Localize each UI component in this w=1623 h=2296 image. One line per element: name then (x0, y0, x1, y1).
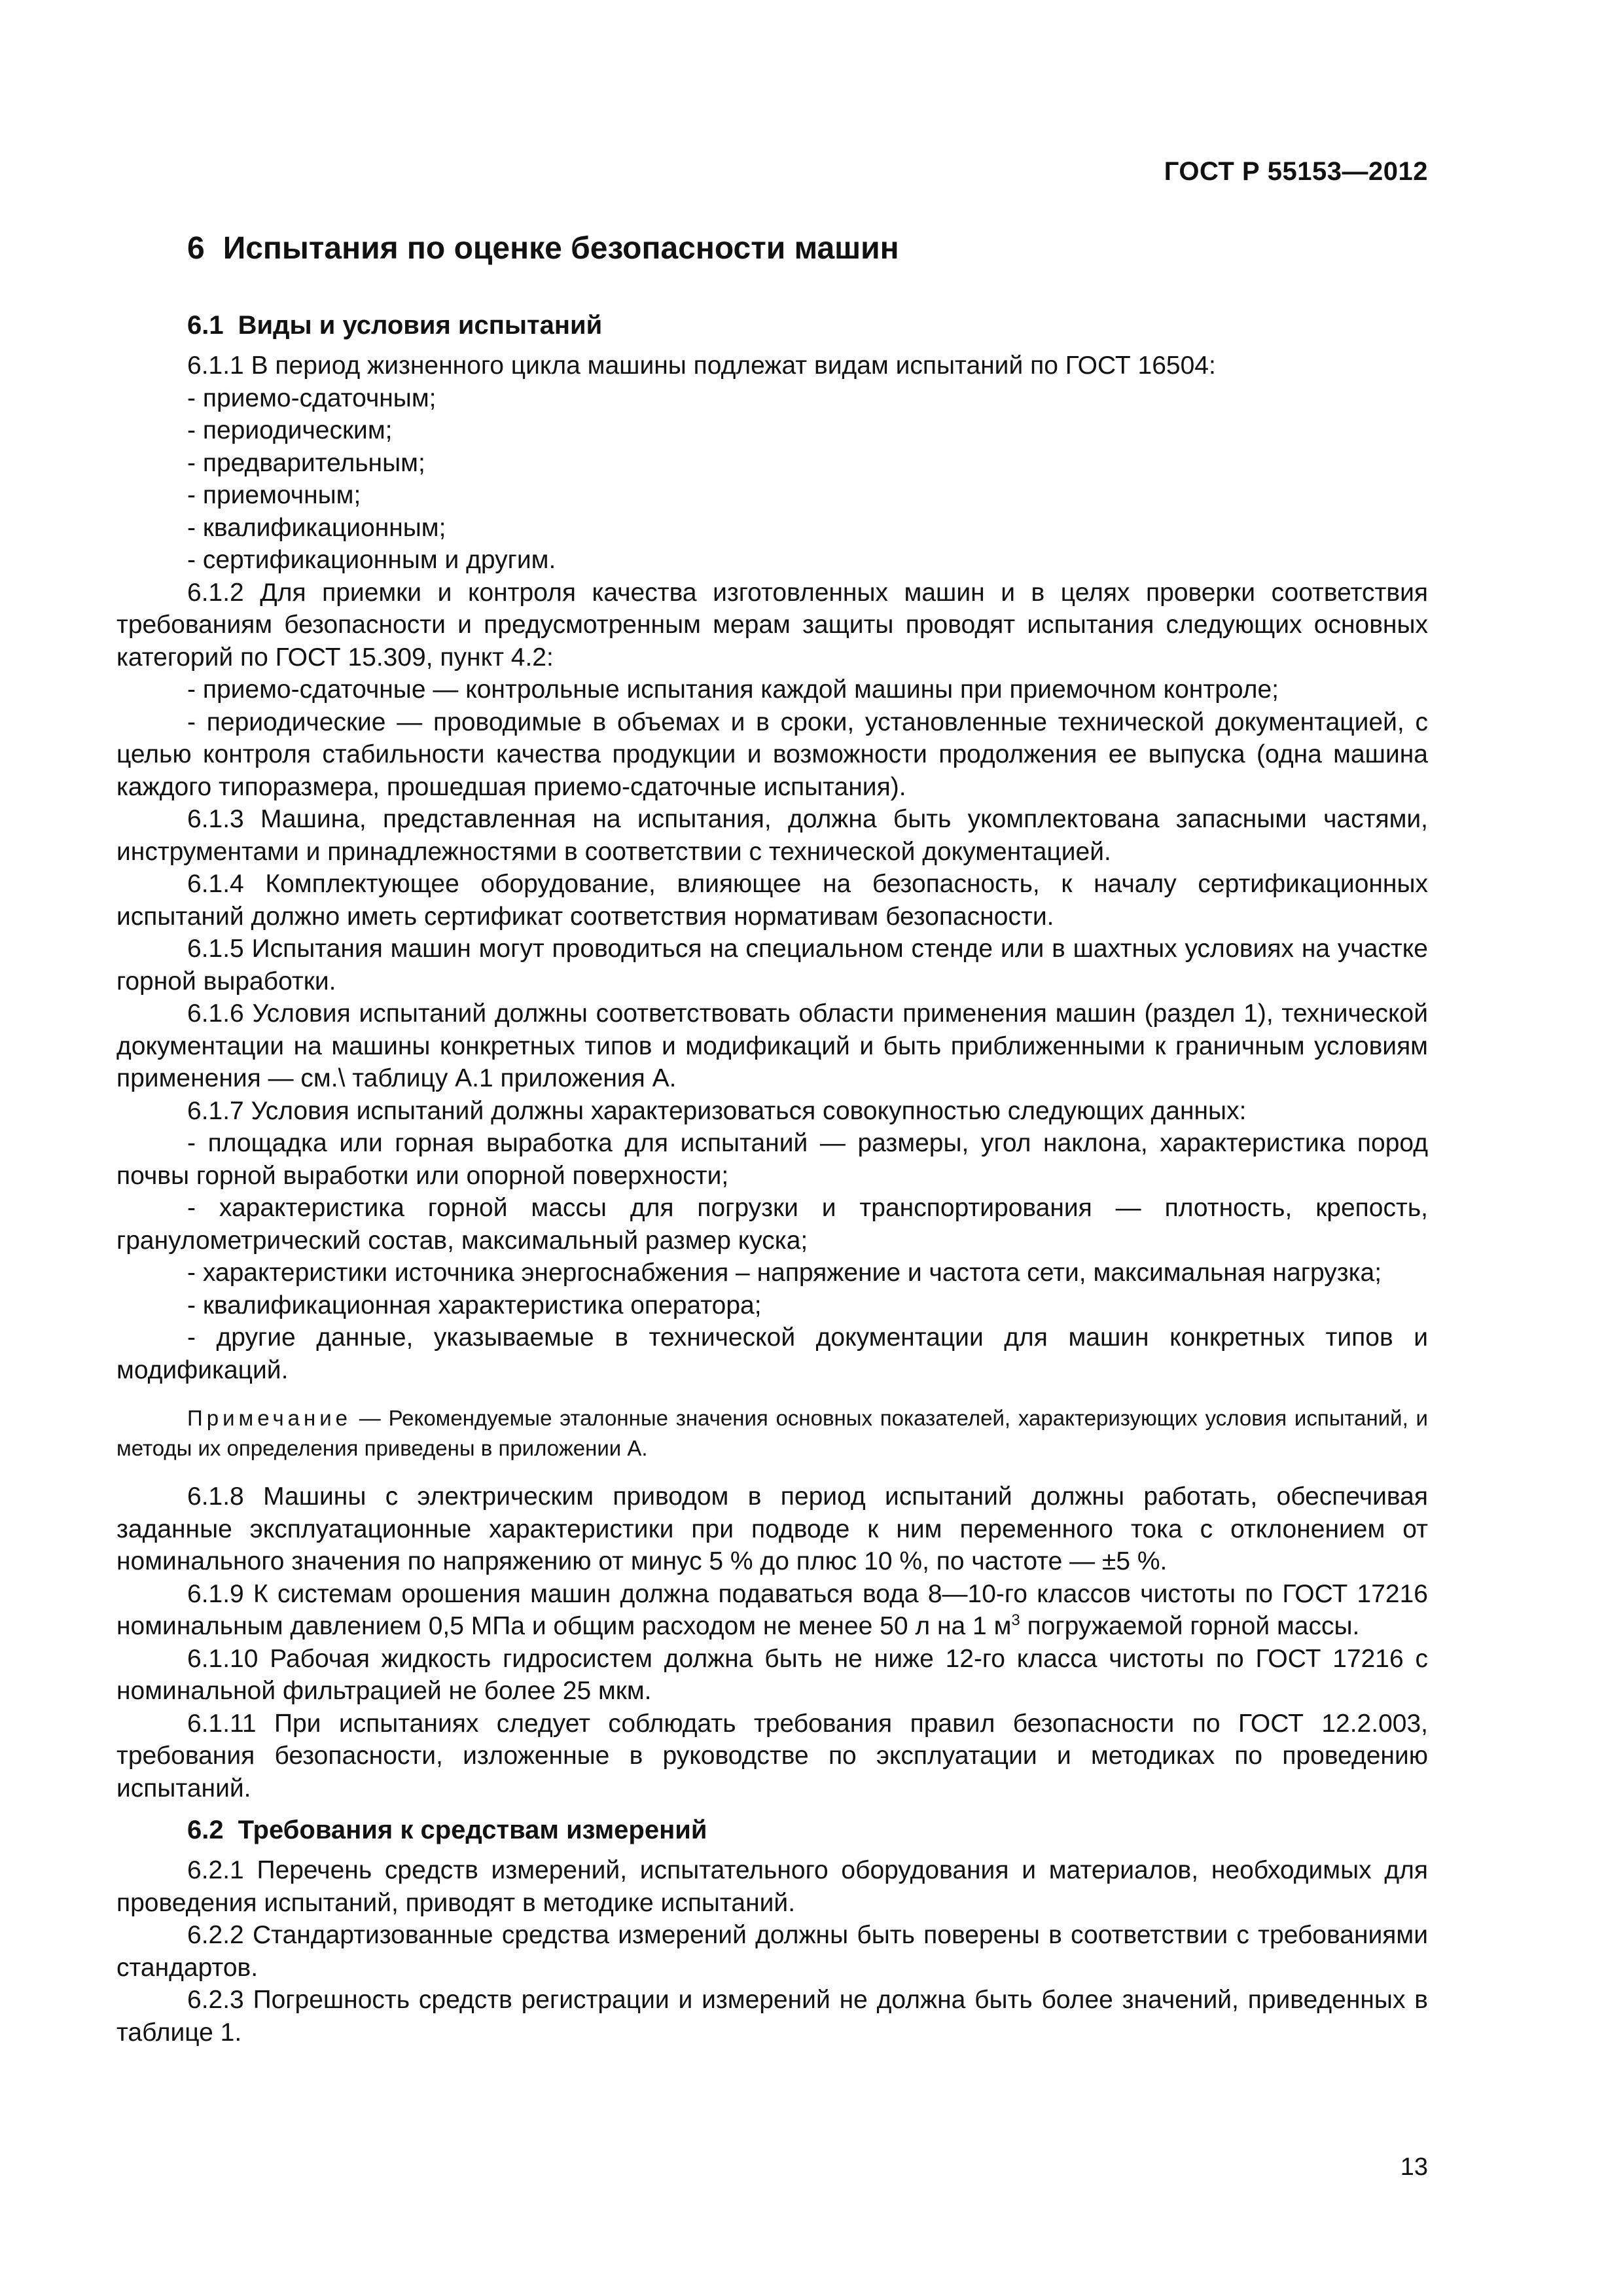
paragraph-6-1-7-item-a: - площадка или горная выработка для испытаний — размеры, угол наклона, характеристика пород почвы горной выработки или опорной поверхности; (116, 1129, 1428, 1190)
subsection-title: Требования к средствам измерений (238, 1816, 707, 1844)
paragraph-6-1-4: 6.1.4 Комплектующее оборудование, влияющее на безопасность, к началу сертификационных испытаний должно иметь сертификат соответствия нормативам безопасности. (116, 870, 1428, 931)
subsection-number: 6.1 (187, 311, 224, 340)
paragraph-6-2-2: 6.2.2 Стандартизованные средства измерений должны быть поверены в соответствии с требованиями стандартов. (116, 1921, 1428, 1982)
paragraph-6-1-2: 6.1.2 Для приемки и контроля качества изготовленных машин и в целях проверки соответствия требованиям безопасности и предусмотренным мерам защиты проводят испытания следующих основных категорий по ГОСТ 15.309, пункт 4.2: (116, 578, 1428, 672)
paragraph-6-1-10: 6.1.10 Рабочая жидкость гидросистем должна быть не ниже 12-го класса чистоты по ГОСТ 17216 с номинальной фильтрацией не более 25 мкм. (116, 1644, 1428, 1705)
list-item: - приемо-сдаточным; (187, 384, 437, 412)
page-number: 13 (1400, 2153, 1428, 2181)
paragraph-6-2-3: 6.2.3 Погрешность средств регистрации и измерений не должна быть более значений, приведенных в таблице 1. (116, 1986, 1428, 2047)
list-item: - приемочным; (187, 481, 361, 509)
paragraph-6-1-8: 6.1.8 Машины с электрическим приводом в период испытаний должны работать, обеспечивая заданные эксплуатационные характеристики при подводе к ним переменного тока с отклонением от номинального значения по напряжению от минус 5 % до плюс 10 %, по частоте — ±5 %. (116, 1482, 1428, 1575)
note-label: Примечание (187, 1406, 352, 1430)
section-number: 6 (187, 231, 205, 266)
list-item: - периодическим; (187, 416, 393, 444)
paragraph-6-1-6: 6.1.6 Условия испытаний должны соответствовать области применения машин (раздел 1), технической документации на машины конкретных типов и модификаций и быть приближенными к граничным условиям применения — см.\ таблицу А.1 приложения А. (116, 999, 1428, 1092)
paragraph-6-1-1: 6.1.1 В период жизненного цикла машины подлежат видам испытаний по ГОСТ 16504: (187, 351, 1216, 380)
test-types-list (116, 382, 1428, 577)
paragraph-6-1-9-text-end: погружаемой горной массы. (1020, 1612, 1360, 1640)
section-title: Испытания по оценке безопасности машин (223, 231, 899, 266)
subsection-number: 6.2 (187, 1816, 224, 1844)
subsection-heading-6-1 (116, 308, 1428, 343)
paragraph-6-2-1: 6.2.1 Перечень средств измерений, испытательного оборудования и материалов, необходимых для проведения испытаний, приводят в методике испытаний. (116, 1856, 1428, 1917)
paragraph-6-1-7-item-d: - квалификационная характеристика оператора; (187, 1291, 762, 1319)
note-text: — Рекомендуемые эталонные значения основных показателей, характеризующих условия испытаний, и методы их определения приведены в приложении А. (116, 1406, 1428, 1460)
paragraph-6-1-3: 6.1.3 Машина, представленная на испытания, должна быть укомплектована запасными частями, инструментами и принадлежностями в соответствии с технической документацией. (116, 805, 1428, 866)
subsection-heading-6-2 (116, 1812, 1428, 1848)
paragraph-6-1-7-item-e: - другие данные, указываемые в технической документации для машин конкретных типов и модификаций. (116, 1323, 1428, 1384)
note-block (116, 1403, 1428, 1463)
standard-id-header: ГОСТ Р 55153—2012 (1164, 157, 1428, 186)
section-heading (116, 229, 1428, 268)
paragraph-6-1-11: 6.1.11 При испытаниях следует соблюдать требования правил безопасности по ГОСТ 12.2.003, требования безопасности, изложенные в руководстве по эксплуатации и методиках по проведению испытаний. (116, 1709, 1428, 1803)
paragraph-6-1-9 (116, 1578, 1428, 1643)
paragraph-6-1-7-item-b: - характеристика горной массы для погрузки и транспортирования — плотность, крепость, гранулометрический состав, максимальный размер куска; (116, 1194, 1428, 1255)
list-item: - предварительным; (187, 448, 425, 477)
document-body (116, 229, 1428, 2049)
paragraph-6-1-5: 6.1.5 Испытания машин могут проводиться на специальном стенде или в шахтных условиях на участке горной выработки. (116, 935, 1428, 996)
paragraph-6-1-2-item-a: - приемо-сдаточные — контрольные испытания каждой машины при приемочном контроле; (187, 675, 1279, 704)
list-item: - сертификационным и другим. (187, 546, 556, 574)
list-item: - квалификационным; (187, 513, 446, 542)
subsection-title: Виды и условия испытаний (238, 311, 603, 340)
paragraph-6-1-7: 6.1.7 Условия испытаний должны характеризоваться совокупностью следующих данных: (187, 1096, 1247, 1125)
superscript-exponent: 3 (1011, 1611, 1020, 1629)
paragraph-6-1-9-text: 6.1.9 К системам орошения машин должна подаваться вода 8—10-го классов чистоты по ГОСТ 17216 номинальным давлением 0,5 МПа и общим расходом не менее 50 л на 1 м (116, 1579, 1428, 1640)
paragraph-6-1-2-item-b: - периодические — проводимые в объемах и в сроки, установленные технической документацией, с целью контроля стабильности качества продукции и возможности продолжения ее выпуска (одна машина каждого типоразмера, прошедшая приемо-сдаточные испытания). (116, 708, 1428, 801)
paragraph-6-1-7-item-c: - характеристики источника энергоснабжения – напряжение и частота сети, максимальная нагрузка; (187, 1259, 1382, 1287)
